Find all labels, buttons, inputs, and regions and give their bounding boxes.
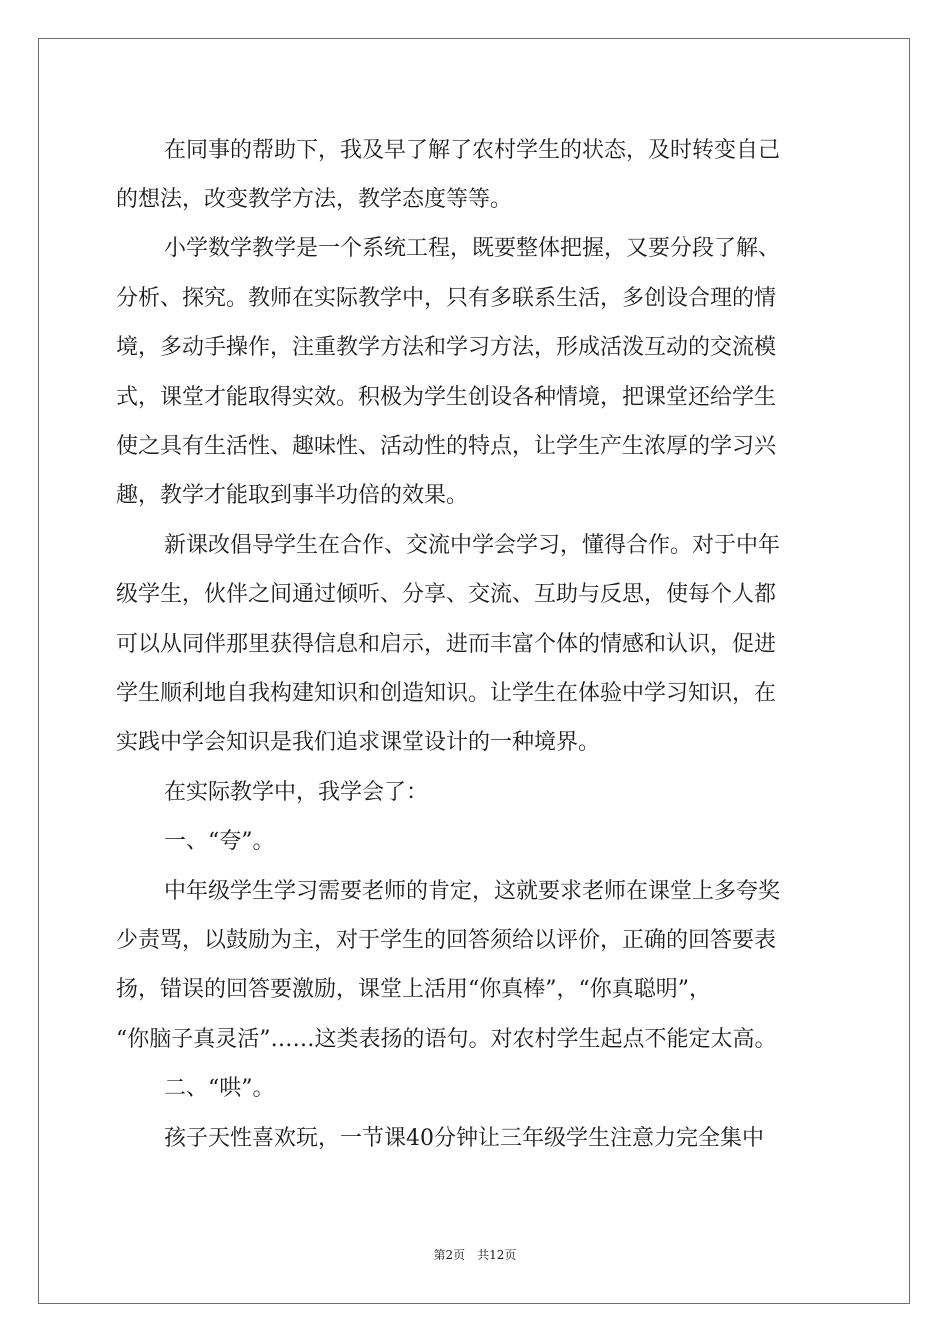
text-line: 二、“哄”。	[164, 1076, 275, 1101]
text-line: 趣，教学才能取到事半功倍的效果。	[116, 483, 469, 508]
text-line: 学生顺利地自我构建知识和创造知识。让学生在体验中学习知识，在	[116, 681, 777, 706]
page-border	[38, 38, 910, 1304]
text-line: 式，课堂才能取得实效。积极为学生创设各种情境，把课堂还给学生	[116, 385, 777, 410]
text-line: 一、“夸”。	[164, 829, 275, 854]
page-total: 共12页	[477, 1248, 517, 1262]
page-footer	[0, 1247, 950, 1263]
text-line: 分析、探究。教师在实际教学中，只有多联系生活，多创设合理的情	[116, 286, 777, 311]
text-line: 小学数学教学是一个系统工程，既要整体把握，又要分段了解、	[164, 236, 781, 261]
text-line: 可以从同伴那里获得信息和启示，进而丰富个体的情感和认识，促进	[116, 632, 777, 657]
text-line: 实践中学会知识是我们追求课堂设计的一种境界。	[116, 730, 601, 755]
text-line: 在实际教学中，我学会了：	[164, 780, 429, 805]
text-line: 使之具有生活性、趣味性、活动性的特点，让学生产生浓厚的学习兴	[116, 434, 777, 459]
text-line: 中年级学生学习需要老师的肯定，这就要求老师在课堂上多夸奖	[164, 879, 781, 904]
text-line: 新课改倡导学生在合作、交流中学会学习，懂得合作。对于中年	[164, 533, 781, 558]
text-line: 扬，错误的回答要激励，课堂上活用“你真棒”，“你真聪明”，	[116, 977, 711, 1002]
text-line: “你脑子真灵活”……这类表扬的语句。对农村学生起点不能定太高。	[116, 1027, 777, 1052]
text-line: 境，多动手操作，注重教学方法和学习方法，形成活泼互动的交流模	[116, 335, 777, 360]
text-line: 孩子天性喜欢玩，一节课40分钟让三年级学生注意力完全集中	[164, 1126, 764, 1151]
text-line: 少责骂，以鼓励为主，对于学生的回答须给以评价，正确的回答要表	[116, 928, 777, 953]
text-line: 级学生，伙伴之间通过倾听、分享、交流、互助与反思，使每个人都	[116, 582, 777, 607]
text-line: 的想法，改变教学方法，教学态度等等。	[116, 187, 513, 212]
text-line: 在同事的帮助下，我及早了解了农村学生的状态，及时转变自己	[164, 138, 781, 163]
page-number: 第2页	[433, 1248, 466, 1262]
